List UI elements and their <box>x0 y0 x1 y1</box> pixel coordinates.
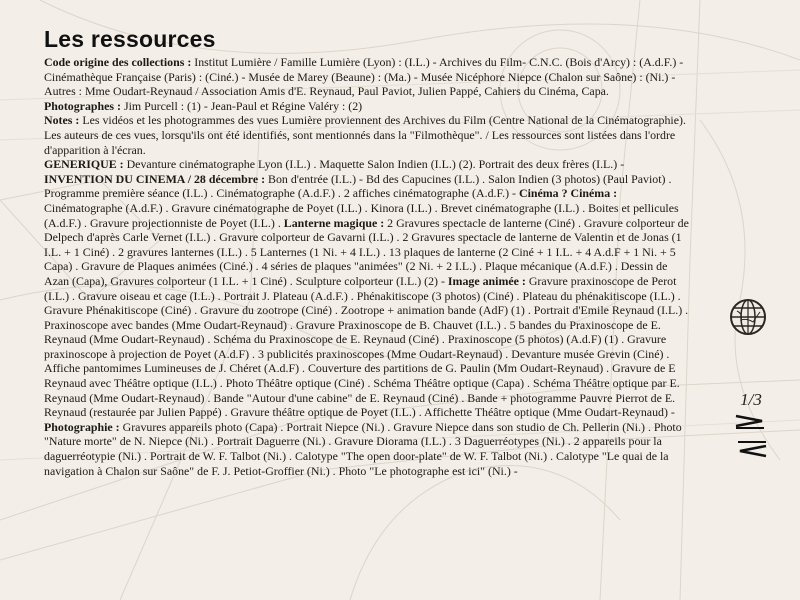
lanterne-label: Lanterne magique : <box>283 215 385 230</box>
generique-text: Devanture cinématographe Lyon (I.L.) . Maquette Salon Indien (I.L.) (2). Portrait des deux frères (I.L.) - <box>123 157 625 172</box>
codes-paragraph <box>44 55 692 99</box>
notes-text: Les vidéos et les photogrammes des vues Lumière proviennent des Archives du Film (Centre National de la Cinématographie). Les auteurs de ces vues, lorsqu'ils ont été identifiés, sont mentionnés dans la "Filmothèque". / Les ressources sont listées dans l'ordre d'apparition à l'écran. <box>44 113 686 157</box>
globe-icon[interactable] <box>729 298 767 336</box>
cinema-label: Cinéma ? Cinéma : <box>519 186 618 201</box>
image-animee-text: Gravure praxinoscope de Perot (I.L.) . Gravure oiseau et cage (I.L.) . Portrait J. Plateau (A.d.F.) . Phénakitiscope (3 photos) (Ciné) . Plateau du phénakitiscope (I.L.) . Gravure Phénakitiscope (Ciné) . Gravure du zootrope (Ciné) . Zootrope + animation bande (AdF) (1) . Portrait d'Emile Reynaud (I.L.) . Praxinoscope avec bandes (Mme Oudart-Reynaud) . Gravure Praxinoscope de B. Chauvet (I.L.) . 5 bandes du Praxinoscope de E. Reynaud (Mme Oudart-Reynaud) . Schéma du Praxinoscope de E. Reynaud (Ciné) . Praxinoscope (5 photos) (A.d.F) (1) . Gravure praxinoscope à projection de Poyet (A.d.F) . 3 publicités praxinoscopes (Mme Oudart-Reynaud) . Devanture musée Grevin (Ciné) . Affiche pantomimes Lumineuses de J. Chéret (A.d.F) . Couverture des partitions de G. Paulin (Mm Oudart-Reynaud) . Gravure de E Reynaud avec Théâtre optique (I.L.) . Photo Théâtre optique (Ciné) . Schéma Théâtre optique (Capa) . Schéma Théâtre optique par E. Reynaud (Mme Oudart-Reynaud) . Bande "Autour d'une cabine" de E. Reynaud (Ciné) . Bande + photogramme Pauvre Pierrot de E. Reynaud (restaurée par Julien Pappé) . Gravure théâtre optique de Poyet (I.L.) . Affichette Théâtre optique (Mme Oudart-Reynaud) - <box>44 273 689 420</box>
generique-paragraph <box>44 157 692 478</box>
image-animee-label: Image animée : <box>447 273 526 288</box>
photographes-text: Jim Purcell : (1) - Jean-Paul et Régine Valéry : (2) <box>120 98 363 113</box>
page-title: Les ressources <box>44 26 216 52</box>
photographes-paragraph <box>44 99 692 114</box>
page-indicator: 1/3 <box>740 390 762 409</box>
resources-text <box>44 55 692 478</box>
photographie-text: Gravures appareils photo (Capa) . Portrait Niepce (Ni.) . Gravure Niepce dans son studio de Ch. Pellerin (Ni.) . Photo "Nature morte" de N. Niepce (Ni.) . Portrait Daguerre (Ni.) . Gravure Diorama (I.L.) . 3 Daguerréotypes (Ni.) . 2 appareils pour la daguerréotypie (Ni.) . Portrait de W. F. Talbot (Ni.) . Calotype "The open door-plate" de W. F. Talbot (Ni.) . Calotype "Le quai de la navigation à Chalon sur Saône" de F. J. Petiot-Groffier (Ni.) . Photo "Le photographe est ici" (Ni.) - <box>44 419 682 478</box>
next-arrow-icon[interactable] <box>734 412 768 430</box>
invention-text: Bon d'entrée (I.L.) - Bd des Capucines (I.L.) . Salon Indien (3 photos) (Paul Paviot) . Programme première séance (I.L.) . Cinématographe (A.d.F.) . 2 affiches cinématographe (A.d.F.) - <box>44 171 672 201</box>
notes-label: Notes : <box>44 113 80 128</box>
codes-label: Code origine des collections : <box>44 55 192 69</box>
invention-label: INVENTION DU CINEMA / 28 décembre : <box>44 171 266 186</box>
lanterne-text: 2 Gravures spectacle de lanterne (Ciné) . Gravure colporteur de Delpech d'après Carle Vernet (I.L.) . Gravure colporteur de Gavarni (I.L.) . 2 Gravures spectacle de lanterne de Valentin et de Jonas (1 I.L. + 1 Ciné) . 2 gravures lanternes (I.L.) . 5 Lanternes (1 Ni. + 4 I.L.) . 13 plaques de lanterne (2 Ciné + 1 I.L. + 4 A.d.F + 1 Ni. + 5 Capa) . Gravure de Plaques animées (Ciné.) . 4 séries de plaques "animées" (2 Ni. + 2 I.L.) . Plaque mécanique (A.d.F.) . Dessin de Azan (Capa), Gravures colporteur (1 I.L. + 1 Ciné) . Sculpture colporteur (I.L.) (2) - <box>44 215 689 288</box>
notes-paragraph <box>44 113 692 157</box>
photographie-label: Photographie : <box>44 419 120 434</box>
codes-text: Institut Lumière / Famille Lumière (Lyon) : (I.L.) - Archives du Film- C.N.C. (Bois d'Arcy) : (A.d.F.) - Cinémathèque Française (Paris) : (Ciné.) - Musée de Marey (Beaune) : (Ma.) - Musée Nicéphore Niepce (Chalon sur Saône) : (Ni.) - Autres : Mme Oudart-Reynaud / Association Amis d'E. Reynaud, Paul Paviot, Julien Pappé, Cahiers du Cinéma, Capa. <box>44 55 684 99</box>
photographes-label: Photographes : <box>44 98 121 113</box>
prev-arrow-icon[interactable] <box>734 440 768 460</box>
cinema-text: Cinématographe (A.d.F.) . Gravure cinématographe de Poyet (I.L.) . Kinora (I.L.) . Brevet cinématographe (I.L.) . Boites et pellicules (A.d.F.) . Gravure projectionniste de Poyet (I.L.) . <box>44 200 679 230</box>
generique-label: GENERIQUE : <box>44 157 124 172</box>
